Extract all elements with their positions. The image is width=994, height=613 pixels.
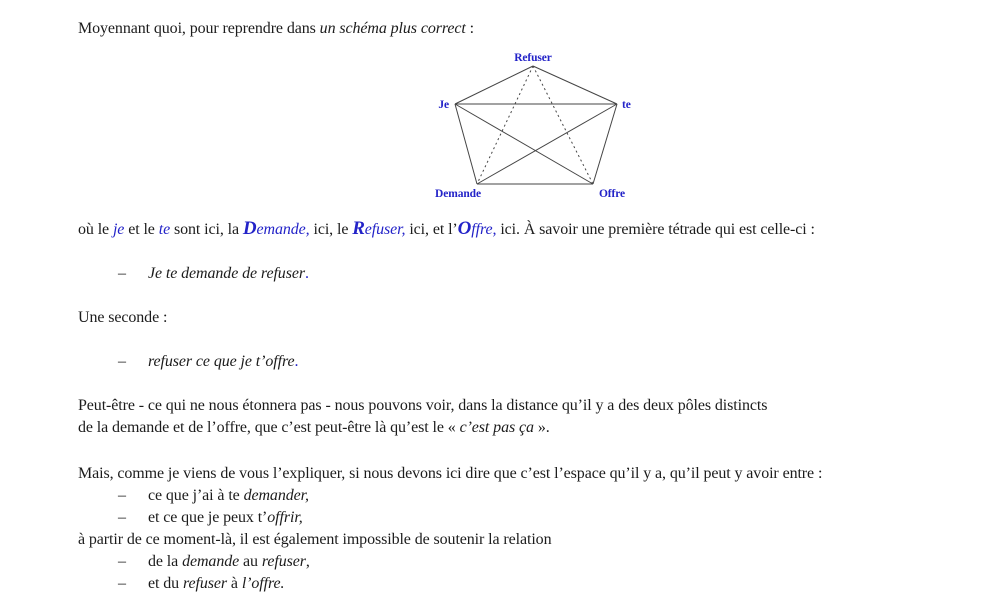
seconde-paragraph: Une seconde : — [78, 309, 168, 326]
diagram-label-te: te — [622, 99, 631, 111]
bullet-refuser-offre — [78, 351, 974, 373]
text-segment: sont ici, la — [170, 221, 243, 238]
text-segment: refuser — [261, 553, 306, 570]
tetrade-paragraph — [78, 218, 974, 241]
text-segment: O — [457, 218, 472, 239]
bullet-offrir — [78, 507, 974, 529]
text-segment: demande — [182, 553, 240, 570]
text-segment: emande, — [256, 221, 310, 238]
bullet-text — [148, 551, 310, 573]
bullet-dash: – — [118, 553, 126, 570]
bullet-text — [148, 507, 303, 529]
text-segment: Moyennant quoi, pour reprendre dans — [78, 20, 320, 37]
diagram-edge-refuser-je — [455, 66, 533, 104]
text-segment: demander, — [243, 487, 309, 504]
text-segment: un schéma plus correct — [319, 20, 466, 37]
bullet-text — [148, 573, 284, 595]
text-segment: refuser ce que je t’offre — [148, 353, 295, 370]
text-segment: et le — [124, 221, 159, 238]
text-segment: ici, et l’ — [405, 221, 458, 238]
text-segment: de la demande et de l’offre, que c’est peut-être là qu’est le « — [78, 419, 460, 436]
text-segment: efuser, — [364, 221, 406, 238]
diagram-edge-te-demande — [477, 104, 617, 184]
bullet-text — [148, 263, 309, 285]
text-segment: offrir, — [267, 509, 303, 526]
text-segment: ce que j’ai à te — [148, 487, 244, 504]
bullet-dash: – — [118, 353, 126, 370]
text-segment: ici. À savoir une première tétrade qui est celle-ci : — [496, 221, 815, 238]
peutetre-paragraph-line1 — [78, 395, 974, 417]
text-segment: R — [352, 218, 365, 239]
text-segment: et ce que je peux t’ — [148, 509, 268, 526]
text-segment: au — [239, 553, 262, 570]
text-segment: , — [305, 553, 310, 570]
diagram-edge-refuser-te — [533, 66, 617, 104]
diagram-label-demande: Demande — [435, 188, 481, 200]
diagram-edge-refuser-demande — [477, 66, 533, 184]
bullet-demander — [78, 485, 974, 507]
text-segment: te — [158, 221, 171, 238]
text-segment: où le — [78, 221, 113, 238]
text-segment: ici, le — [309, 221, 353, 238]
diagram-label-refuser: Refuser — [514, 52, 552, 64]
bullet-demande-refuser — [78, 551, 974, 573]
mais-paragraph — [78, 463, 974, 485]
text-segment: à — [227, 575, 242, 592]
pentagon-diagram-container — [420, 46, 656, 202]
bullet-dash: – — [118, 575, 126, 592]
bullet-dash: – — [118, 487, 126, 504]
text-segment: Je te demande de refuser — [148, 265, 305, 282]
peutetre-paragraph-line2 — [78, 417, 974, 439]
text-segment: ffre, — [471, 221, 497, 238]
apartir-paragraph: à partir de ce moment-là, il est également impossible de soutenir la relation — [78, 531, 552, 548]
text-segment: de la — [148, 553, 183, 570]
pentagon-diagram — [420, 46, 656, 202]
text-segment: . — [304, 265, 309, 282]
bullet-text — [148, 351, 298, 373]
text-segment: et du — [148, 575, 183, 592]
text-segment: refuser — [182, 575, 227, 592]
diagram-edge-je-offre — [455, 104, 593, 184]
bullet-dash: – — [118, 265, 126, 282]
text-segment: Mais, comme je viens de vous l’expliquer, si nous devons ici dire que c’est l’espace qu’il y a, qu’il peut y avoir entre : — [78, 465, 823, 482]
text-segment: je — [112, 221, 125, 238]
text-segment: D — [242, 218, 257, 239]
bullet-dash: – — [118, 509, 126, 526]
diagram-edge-je-demande — [455, 104, 477, 184]
text-segment: ». — [533, 419, 550, 436]
diagram-label-je: Je — [438, 99, 449, 111]
bullet-refuser-a-offre — [78, 573, 974, 595]
text-segment: l’offre. — [241, 575, 285, 592]
intro-paragraph — [78, 18, 974, 40]
bullet-text — [148, 485, 309, 507]
text-segment: : — [465, 20, 474, 37]
text-segment: c’est pas ça — [459, 419, 534, 436]
text-segment: . — [294, 353, 299, 370]
bullet-je-te-demande — [78, 263, 974, 285]
text-segment: Peut-être - ce qui ne nous étonnera pas - nous pouvons voir, dans la distance qu’il y a des deux pôles distincts — [78, 397, 768, 414]
diagram-label-offre: Offre — [598, 188, 626, 200]
